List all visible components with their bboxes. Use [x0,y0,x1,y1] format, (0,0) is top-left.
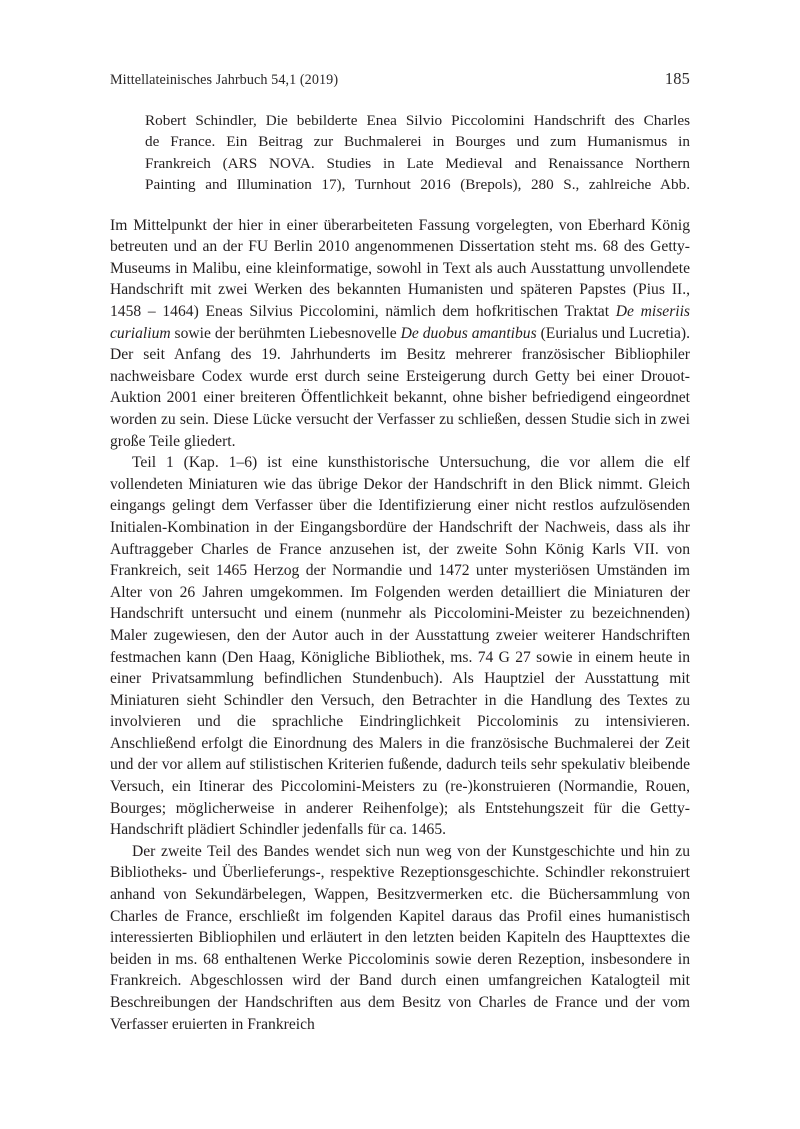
review-body [110,215,690,1036]
text-column [110,110,690,1035]
citation-line: Frankreich (ARS NOVA. Studies in Late Medieval and Renaissance Northern [145,154,690,172]
citation-line: Painting and Illumination 17), Turnhout 2016 (Brepols), 280 S., zahlreiche Abb. [145,176,690,194]
book-citation [145,110,690,196]
body-paragraph-2: Teil 1 (Kap. 1–6) ist eine kunsthistorische Untersuchung, die vor allem die elf vollendeten Miniaturen wie das übrige Dekor der Handschrift in den Blick nimmt. Gleich eingangs gelingt dem Verfasser über die Identifizierung einer nicht restlos aufzulösenden Initialen-Kombination in der Eingangsbordüre der Handschrift der Nachweis, dass als ihr Auftraggeber Charles de France anzusehen ist, der zweite Sohn König Karls VII. von Frankreich, seit 1465 Herzog der Normandie und 1472 unter mysteriösen Umständen im Alter von 26 Jahren umgekommen. Im Folgenden werden detailliert die Miniaturen der Handschrift untersucht und einem (nunmehr als Piccolomini-Meister zu bezeichnenden) Maler zugewiesen, den der Autor auch in der Ausstattung zweier weiterer Handschriften festmachen kann (Den Haag, Königliche Bibliothek, ms. 74 G 27 sowie in einem heute in einer Privatsammlung befindlichen Stundenbuch). Als Hauptziel der Ausstattung mit Miniaturen sieht Schindler den Versuch, den Betrachter in die Handlung des Textes zu involvieren und die sprachliche Eindringlichkeit Piccolominis zu intensivieren. Anschließend erfolgt die Einordnung des Malers in die französische Buchmalerei der Zeit und der vor allem auf stilistischen Kriterien fußende, dadurch teils sehr spekulativ bleibende Versuch, ein Itinerar des Piccolomini-Meisters zu (re-)konstruieren (Normandie, Rouen, Bourges; möglicherweise in anderer Reihenfolge); als Entstehungszeit für die Getty-Handschrift plädiert Schindler jedenfalls für ca. 1465. [110,454,690,839]
running-title: Mittellateinisches Jahrbuch 54,1 (2019) [110,72,339,88]
running-head [110,69,690,89]
work-title-de-miseriis-curialium: De miseriis curialium [110,303,691,342]
paragraph-text: Im Mittelpunkt der hier in einer überarbeiteten Fassung vorgelegten, von Eberhard König betreuten und an der FU Berlin 2010 angenommenen Dissertation steht ms. 68 des Getty-Museums in Malibu, eine kleinformatige, sowohl in Text als auch Ausstattung unvollendete Handschrift mit zwei Werken des bekannten Humanisten und späteren Papstes (Pius II., 1458 – 1464) Eneas Silvius Piccolomini, nämlich dem hofkritischen Traktat [110,216,690,320]
citation-line: de France. Ein Beitrag zur Buchmalerei in Bourges und zum Humanismus in [145,133,690,151]
body-paragraph-3: Der zweite Teil des Bandes wendet sich nun weg von der Kunstgeschichte und hin zu Bibliotheks- und Überlieferungs-, respektive Rezeptionsgeschichte. Schindler rekonstruiert anhand von Sekundärbelegen, Wappen, Besitzvermerken etc. die Büchersammlung von Charles de France, erschließt im folgenden Kapitel daraus das Profil eines humanistisch interessierten Bibliophilen und erläutert in den letzten beiden Kapiteln des Haupttextes die beiden in ms. 68 enthaltenen Werke Piccolominis sowie deren Rezeption, insbesondere in Frankreich. Abgeschlossen wird der Band durch einen umfangreichen Katalogteil mit Beschreibungen der Handschriften aus dem Besitz von Charles de France und der vom Verfasser eruierten in Frankreich [110,842,690,1033]
page-number: 185 [664,69,690,88]
paragraph-text: (Eurialus und Lucretia). Der seit Anfang des 19. Jahrhunderts im Besitz mehrerer französischer Bibliophiler nachweisbare Codex wurde erst durch seine Ersteigerung durch Getty bei einer Drouot-Auktion 2001 einer breiteren Öffentlichkeit bekannt, ohne bisher befriedigend eingeordnet worden zu sein. Diese Lücke versucht der Verfasser zu schließen, dessen Studie sich in zwei große Teile gliedert. [110,324,691,450]
work-title-de-duobus-amantibus: De duobus amantibus [400,324,537,342]
body-paragraph-1 [110,215,690,453]
citation-line: Robert Schindler, Die bebilderte Enea Silvio Piccolomini Handschrift des Charles [145,112,690,129]
paragraph-text: sowie der berühmten Liebesnovelle [170,324,401,342]
